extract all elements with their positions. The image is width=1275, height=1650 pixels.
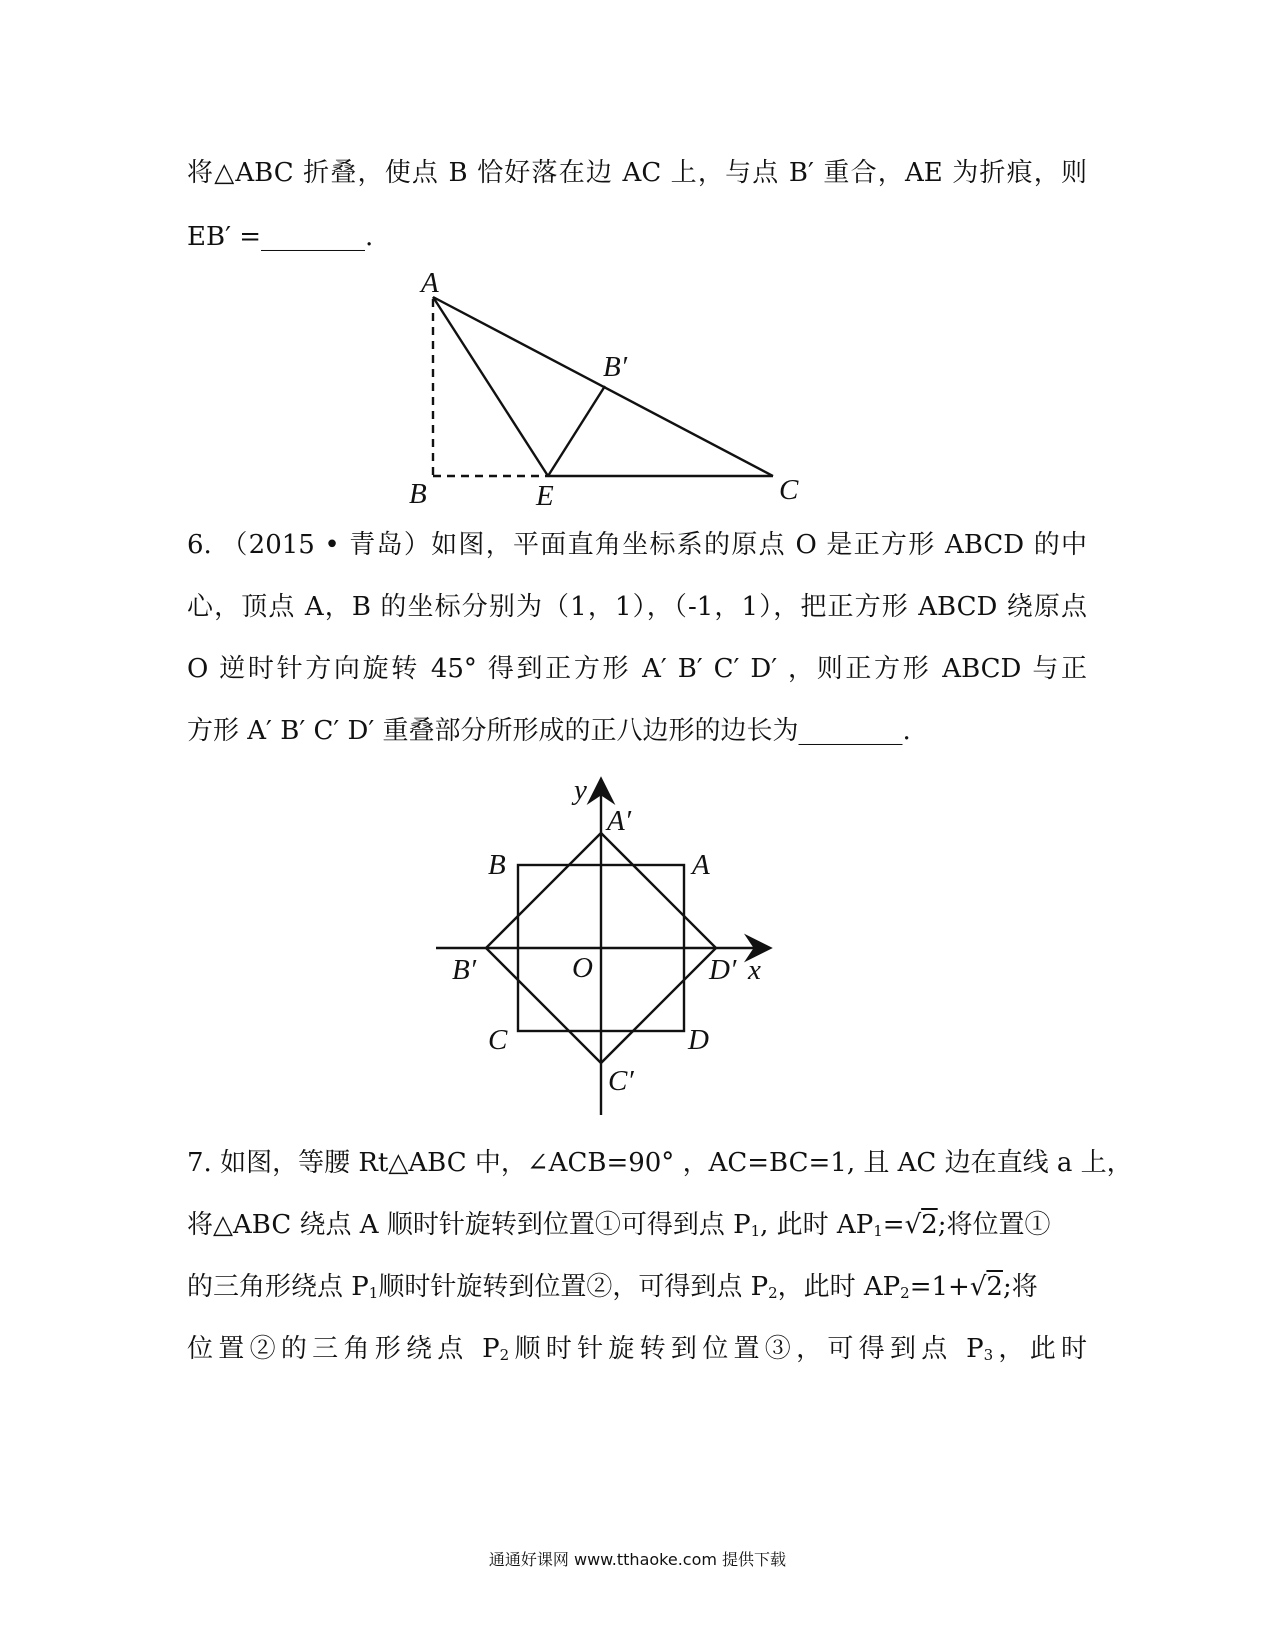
subscript: 2	[900, 1284, 910, 1302]
label-d: D	[688, 1024, 709, 1056]
label-y: y	[574, 775, 587, 806]
footer-credit: 通通好课网 www.tthaoke.com 提供下载	[488, 1550, 787, 1569]
label-a: A	[692, 849, 710, 881]
label-b: B	[409, 478, 427, 510]
rotated-squares-figure	[430, 775, 780, 1120]
problem7-line3-part5: ;将	[1002, 1272, 1038, 1302]
problem7-line4	[187, 1332, 1087, 1372]
problem7-line4-part2: 顺时针旋转到位置③，可得到点 P	[509, 1334, 984, 1364]
subscript: 1	[750, 1222, 761, 1240]
fold-triangle-figure	[395, 265, 825, 515]
segment-ac	[433, 297, 773, 476]
label-o: O	[572, 952, 593, 984]
label-a-prime: A′	[607, 805, 632, 837]
problem7-line2	[187, 1208, 1087, 1248]
problem7-line3	[187, 1270, 1087, 1310]
subscript: 1	[873, 1222, 883, 1240]
problem6-line3: O 逆时针方向旋转 45° 得到正方形 A′ B′ C′ D′ ，则正方形 ABCD 与正	[187, 654, 1087, 684]
subscript: 1	[368, 1284, 379, 1302]
problem5-line2: EB′ =________.	[187, 222, 374, 252]
segment-eb-prime	[548, 386, 605, 476]
problem7-line2-part3: =	[882, 1210, 905, 1240]
problem7-line3-part1: 的三角形绕点 P	[187, 1272, 369, 1302]
label-c-prime: C′	[608, 1065, 634, 1097]
subscript: 3	[983, 1346, 994, 1364]
problem7-line2-part1: 将△ABC 绕点 A 顺时针旋转到位置①可得到点 P	[187, 1210, 751, 1240]
label-d-prime: D′	[709, 954, 737, 986]
problem7-line2-part4: ;将位置①	[937, 1210, 1051, 1240]
problem7-line4-part3: ，此时	[993, 1334, 1087, 1364]
label-a: A	[421, 267, 439, 299]
problem7-line3-part3: ，此时 AP	[777, 1272, 901, 1302]
problem6-line2: 心，顶点 A，B 的坐标分别为（1，1），（-1，1），把正方形 ABCD 绕原点	[187, 592, 1087, 622]
label-c: C	[488, 1024, 508, 1056]
segment-ae	[433, 297, 548, 476]
label-x: x	[748, 954, 761, 986]
problem7-line3-part2: 顺时针旋转到位置②，可得到点 P	[378, 1272, 769, 1302]
problem7-line1: 7. 如图，等腰 Rt△ABC 中，∠ACB=90° ，AC=BC=1, 且 AC 边在直线 a 上，	[187, 1148, 1133, 1178]
label-b-prime: B′	[603, 351, 628, 383]
sqrt-symbol: √2	[969, 1272, 1003, 1302]
problem7-line2-part2: , 此时 AP	[760, 1210, 874, 1240]
label-e: E	[536, 480, 554, 512]
subscript: 2	[768, 1284, 778, 1302]
problem6-line1: 6. （2015 • 青岛）如图，平面直角坐标系的原点 O 是正方形 ABCD 的中	[187, 530, 1087, 560]
label-b-prime: B′	[452, 954, 477, 986]
subscript: 2	[499, 1346, 510, 1364]
problem7-line4-part1: 位置②的三角形绕点 P	[187, 1334, 500, 1364]
problem5-line1: 将△ABC 折叠，使点 B 恰好落在边 AC 上，与点 B′ 重合，AE 为折痕，则	[187, 158, 1087, 188]
sqrt-symbol: √2	[904, 1210, 938, 1240]
problem6-line4: 方形 A′ B′ C′ D′ 重叠部分所形成的正八边形的边长为________.	[187, 716, 911, 746]
problem7-line3-part4: =1+	[909, 1272, 970, 1302]
label-b: B	[488, 849, 506, 881]
label-c: C	[779, 474, 799, 506]
